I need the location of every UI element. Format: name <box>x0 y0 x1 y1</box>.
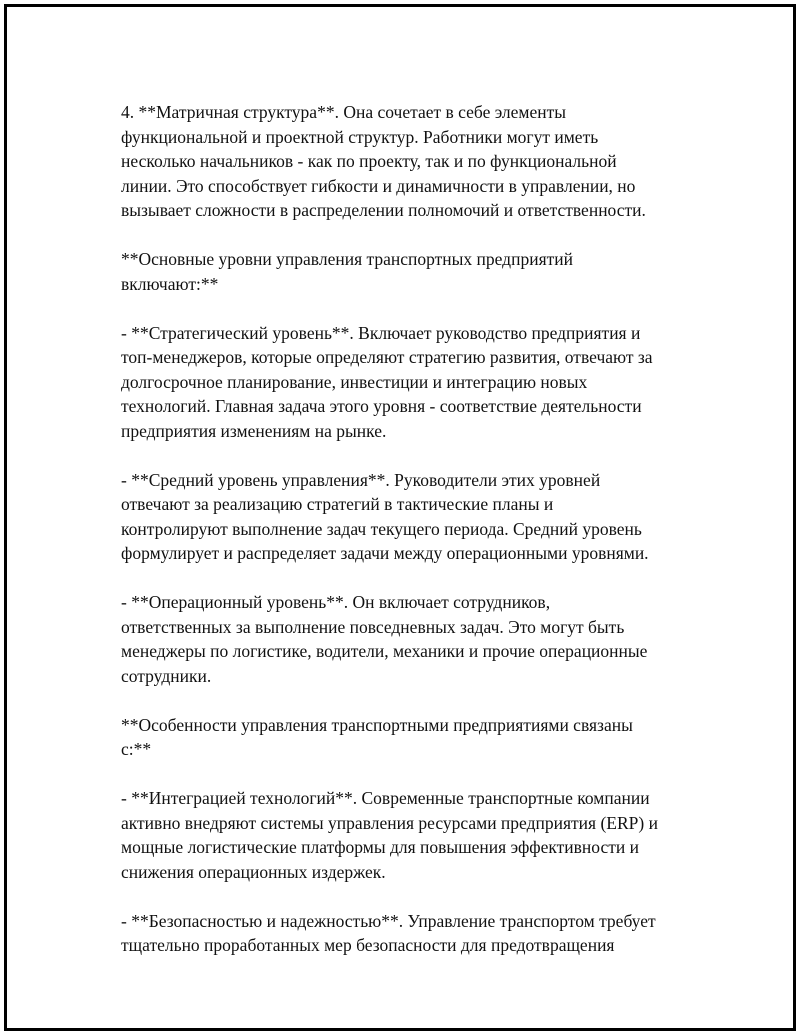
text-line: технологий. Главная задача этого уровня - соответствие деятельности <box>121 396 642 416</box>
text-line: контролируют выполнение задач текущего периода. Средний уровень <box>121 518 642 539</box>
text-line: тщательно проработанных мер безопасности для предотвращения <box>121 935 615 955</box>
text-line: - **Средний уровень управления**. Руководители этих уровней <box>121 469 601 490</box>
text-line: функциональной и проектной структур. Работники могут иметь <box>121 126 599 147</box>
paragraph <box>121 909 701 958</box>
text-line: - **Операционный уровень**. Он включает сотрудников, <box>121 592 551 612</box>
paragraph <box>121 100 701 223</box>
text-line: сотрудники. <box>121 665 212 686</box>
paragraph <box>121 321 701 444</box>
text-line: **Основные уровни управления транспортных предприятий <box>121 249 573 269</box>
text-line: вызывает сложности в распределении полномочий и ответственности. <box>121 200 646 220</box>
text-line: ответственных за выполнение повседневных задач. Это могут быть <box>121 616 625 637</box>
text-line: 4. **Матричная структура**. Она сочетает в себе элементы <box>121 102 567 122</box>
paragraph <box>121 247 701 296</box>
text-line: долгосрочное планирование, инвестиции и интеграцию новых <box>121 371 588 392</box>
paragraph <box>121 713 701 762</box>
document-body <box>121 100 701 982</box>
text-line: формулирует и распределяет задачи между операционными уровнями. <box>121 543 649 563</box>
text-line: снижения операционных издержек. <box>121 861 386 882</box>
text-line: активно внедряют системы управления ресурсами предприятия (ERP) и <box>121 812 658 833</box>
text-line: включают:** <box>121 273 219 294</box>
text-line: топ-менеджеров, которые определяют стратегию развития, отвечают за <box>121 347 653 367</box>
text-line: - **Безопасностью и надежностью**. Управление транспортом требует <box>121 910 656 931</box>
paragraph <box>121 468 701 566</box>
text-line: менеджеры по логистике, водители, механики и прочие операционные <box>121 641 648 661</box>
text-line: линии. Это способствует гибкости и динамичности в управлении, но <box>121 175 636 196</box>
text-line: - **Стратегический уровень**. Включает руководство предприятия и <box>121 322 641 343</box>
page-frame <box>4 4 796 1031</box>
paragraph <box>121 786 701 884</box>
text-line: несколько начальников - как по проекту, так и по функциональной <box>121 151 617 171</box>
paragraph <box>121 590 701 688</box>
text-line: предприятия изменениям на рынке. <box>121 420 387 441</box>
text-line: с:** <box>121 739 152 759</box>
text-line: - **Интеграцией технологий**. Современные транспортные компании <box>121 788 650 808</box>
text-line: **Особенности управления транспортными предприятиями связаны <box>121 714 633 735</box>
text-line: мощные логистические платформы для повышения эффективности и <box>121 837 639 857</box>
text-line: отвечают за реализацию стратегий в тактические планы и <box>121 494 554 514</box>
